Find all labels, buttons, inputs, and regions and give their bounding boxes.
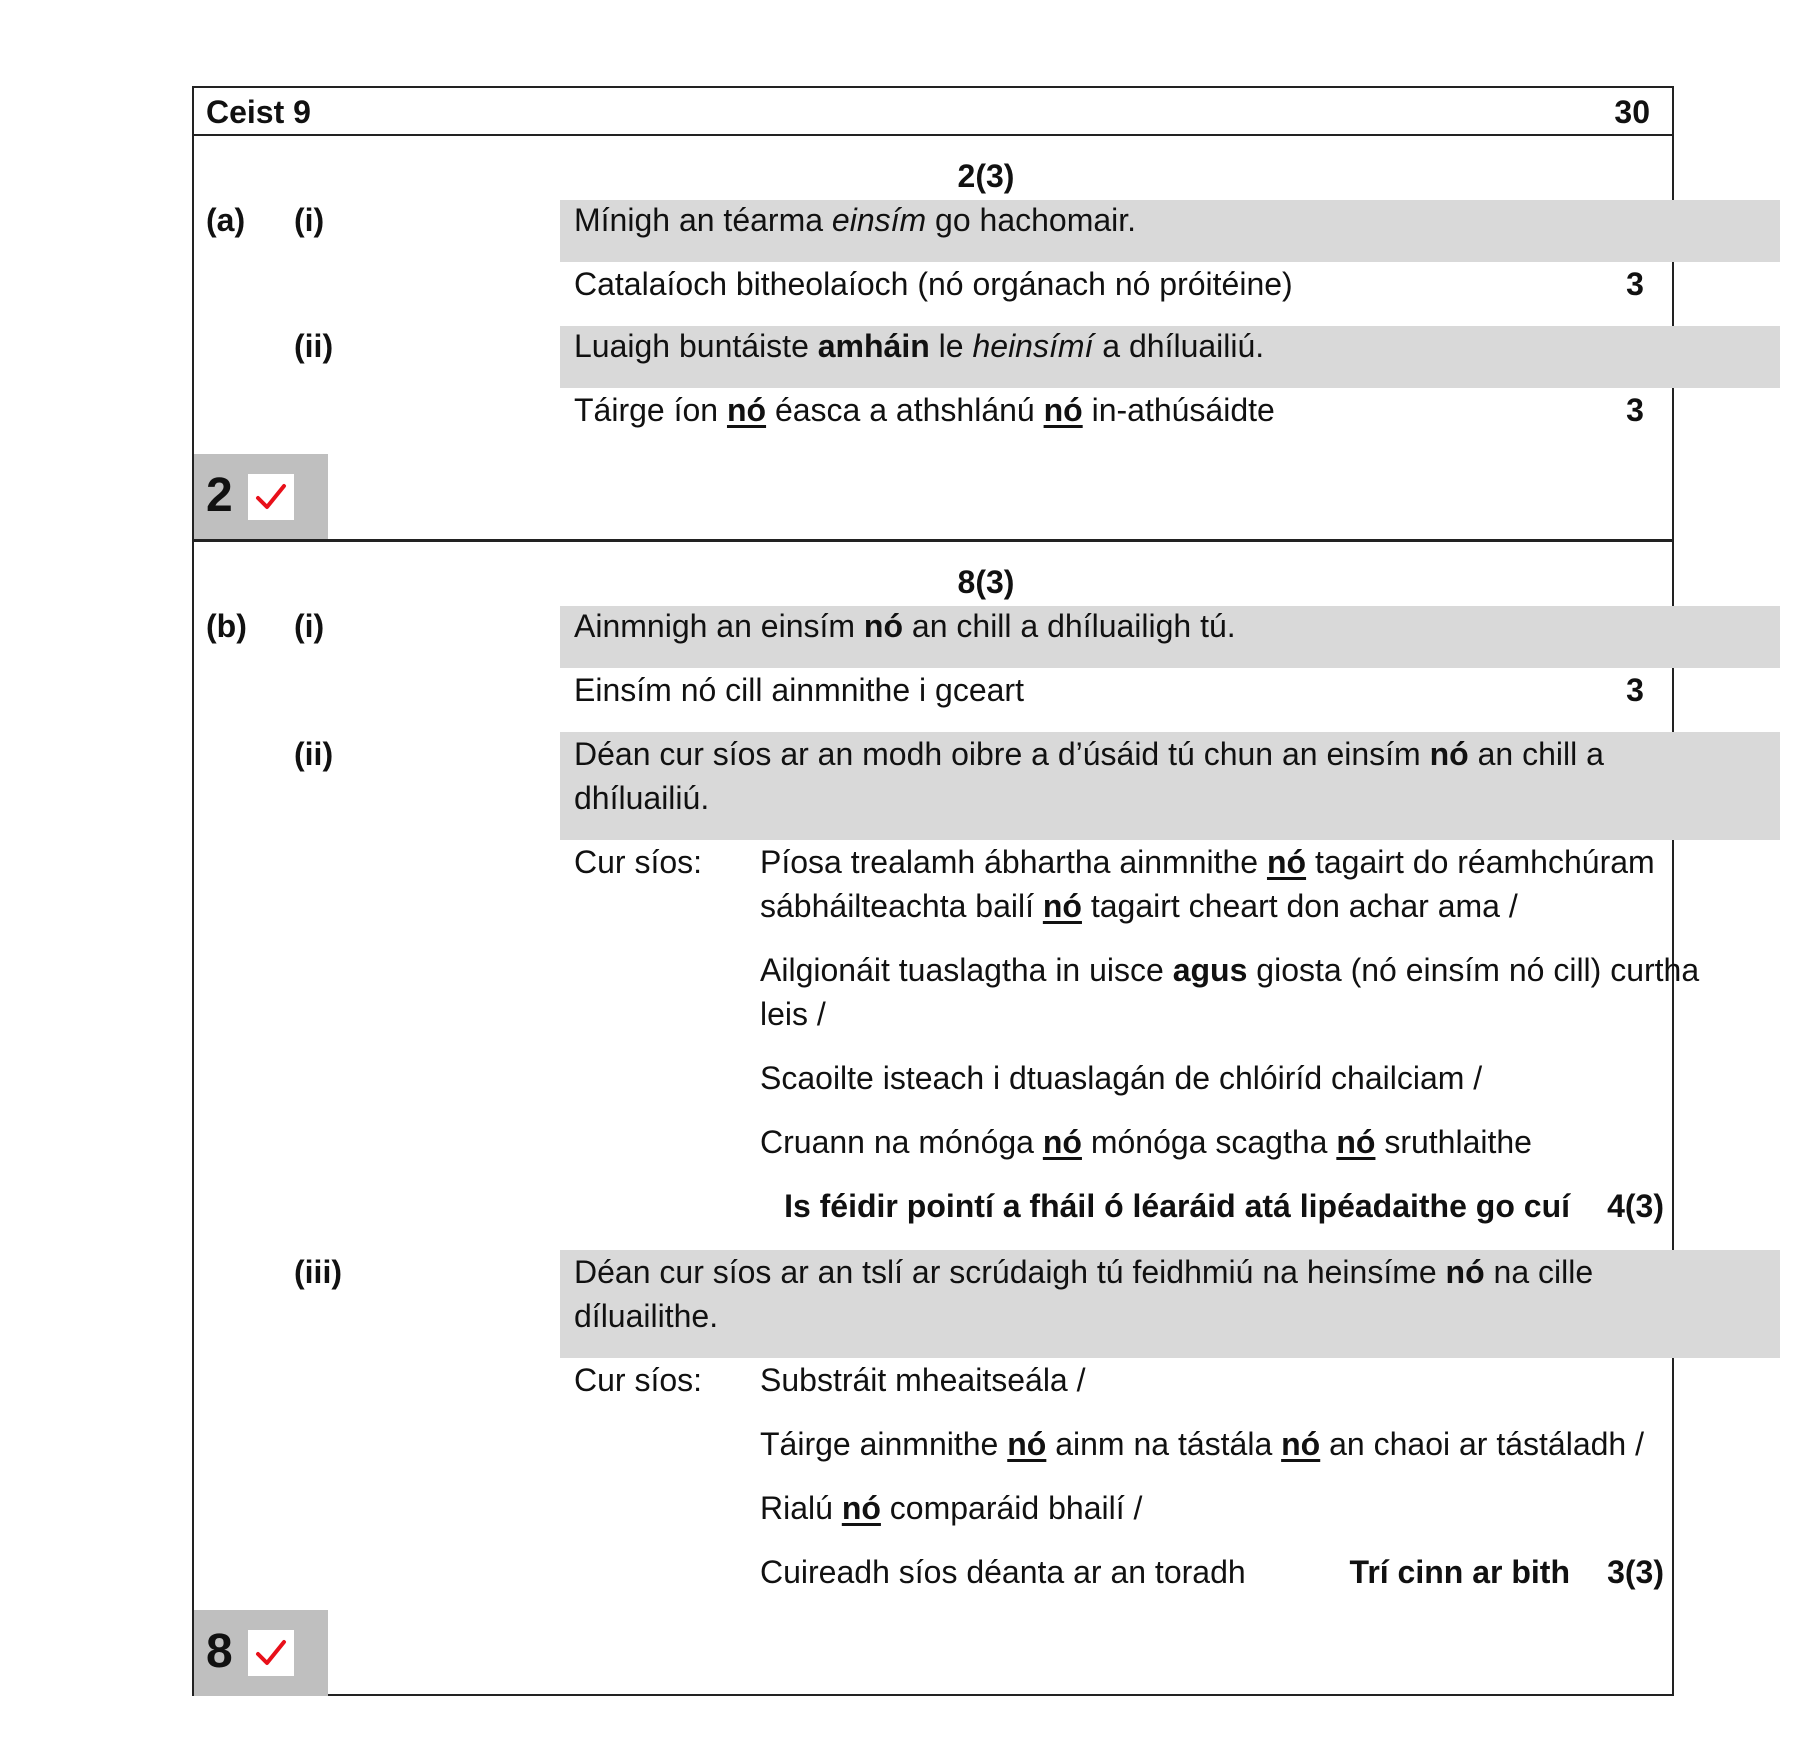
checkmark-icon	[248, 474, 294, 520]
answer-b-ii-line3: Ailgionáit tuaslagtha in uisce agus giosta (nó einsím nó cill) curtha	[760, 952, 1700, 988]
part-b-label: (b)	[206, 608, 247, 644]
sub-b-i-label: (i)	[294, 608, 325, 644]
question-b-ii-line1: Déan cur síos ar an modh oibre a d’úsáid tú chun an einsím nó an chill a	[574, 736, 1604, 772]
mark-b-i: 3	[1626, 672, 1644, 708]
marking-scheme-frame	[192, 86, 1700, 1696]
answer-b-iii-line4: Cuireadh síos déanta ar an toradh	[760, 1554, 1246, 1590]
answer-b-iii-line1: Substráit mheaitseála /	[760, 1362, 1086, 1398]
score-b: 8	[206, 1625, 233, 1678]
answer-b-iii-line2: Táirge ainmnithe nó ainm na tástála nó an chaoi ar tástáladh /	[760, 1426, 1644, 1462]
question-a-ii: Luaigh buntáiste amháin le heinsímí a dhíluailiú.	[574, 328, 1265, 364]
part-b-marks: 8(3)	[957, 564, 1015, 600]
part-a-label: (a)	[206, 202, 246, 238]
sub-b-ii-label: (ii)	[294, 736, 334, 772]
question-title: Ceist 9	[206, 94, 311, 130]
question-b-ii-line2: dhíluailiú.	[574, 780, 710, 816]
answer-a-i: Catalaíoch bitheolaíoch (nó orgánach nó próitéine)	[574, 266, 1293, 302]
cur-sios-label-b-ii: Cur síos:	[574, 844, 703, 880]
sub-b-iii-label: (iii)	[294, 1254, 342, 1290]
answer-b-ii-line5: Scaoilte isteach i dtuaslagán de chlóiríd chailciam /	[760, 1060, 1483, 1096]
sub-a-i-label: (i)	[294, 202, 325, 238]
cur-sios-label-b-iii: Cur síos:	[574, 1362, 703, 1398]
part-a-marks: 2(3)	[957, 158, 1015, 194]
answer-b-i: Einsím nó cill ainmnithe i gceart	[574, 672, 1024, 708]
mark-a-ii: 3	[1626, 392, 1644, 428]
mark-a-i: 3	[1626, 266, 1644, 302]
question-total-marks: 30	[1614, 94, 1650, 130]
question-b-i: Ainmnigh an einsím nó an chill a dhíluailigh tú.	[574, 608, 1236, 644]
mark-b-ii: 4(3)	[1607, 1188, 1664, 1224]
header-divider	[194, 134, 1672, 136]
answer-b-ii-line2: sábháilteachta bailí nó tagairt cheart don achar ama /	[760, 888, 1518, 924]
question-a-i: Mínigh an téarma einsím go hachomair.	[574, 202, 1137, 238]
note-b-iii: Trí cinn ar bith	[1349, 1554, 1570, 1590]
section-divider	[194, 539, 1672, 542]
answer-a-ii: Táirge íon nó éasca a athshlánú nó in-athúsáidte	[574, 392, 1275, 428]
score-a: 2	[206, 469, 233, 522]
question-b-iii-line2: díluailithe.	[574, 1298, 719, 1334]
mark-b-iii: 3(3)	[1607, 1554, 1664, 1590]
question-b-iii-line1: Déan cur síos ar an tslí ar scrúdaigh tú feidhmiú na heinsíme nó na cille	[574, 1254, 1594, 1290]
score-box-a	[194, 454, 328, 540]
checkmark-icon	[248, 1630, 294, 1676]
note-b-ii: Is féidir pointí a fháil ó léaráid atá lipéadaithe go cuí	[784, 1188, 1570, 1224]
sub-a-ii-label: (ii)	[294, 328, 334, 364]
answer-b-ii-line1: Píosa trealamh ábhartha ainmnithe nó tagairt do réamhchúram	[760, 844, 1655, 880]
answer-b-iii-line3: Rialú nó comparáid bhailí /	[760, 1490, 1143, 1526]
score-box-b	[194, 1610, 328, 1696]
answer-b-ii-line6: Cruann na mónóga nó mónóga scagtha nó sruthlaithe	[760, 1124, 1532, 1160]
answer-b-ii-line4: leis /	[760, 996, 826, 1032]
